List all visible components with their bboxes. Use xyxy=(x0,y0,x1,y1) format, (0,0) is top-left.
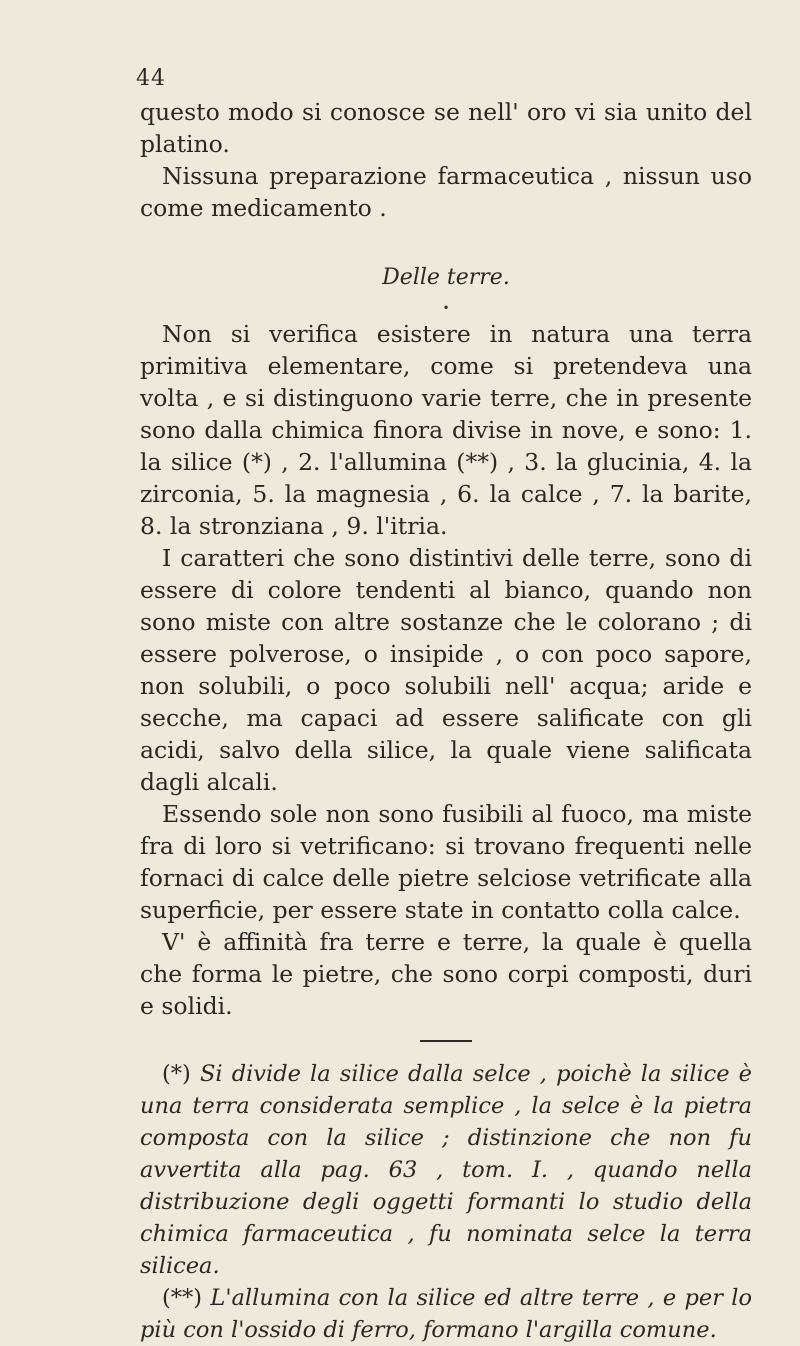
footnote-2-mark: (**) xyxy=(162,1285,203,1311)
paragraph-affinity: V' è affinità fra terre e terre, la quale è quella che forma le pietre, che sono corpi composti, duri e solidi. xyxy=(140,928,752,1020)
footnote-2 xyxy=(140,1282,752,1346)
paragraph-primitive-earth: Non si verifica esistere in natura una terra primitiva elementare, come si pretendeva una volta , e si distinguono varie terre, che in presente sono dalla chimica finora divise in nove, e sono: 1. la silice (*) , 2. l'allumina (**) , 3. la glucinia, 4. la zirconia, 5. la magnesia , 6. la calce , 7. la barite, 8. la stronziana , 9. l'itria. xyxy=(140,320,752,540)
footnote-1 xyxy=(140,1058,752,1282)
page-body xyxy=(140,96,752,1346)
paragraph-fusibility: Essendo sole non sono fusibili al fuoco, ma miste fra di loro si vetrificano: si trovano frequenti nelle fornaci di calce delle pietre selciose vetrificate alla superficie, per essere state in contatto colla calce. xyxy=(140,800,752,924)
footnote-divider xyxy=(420,1040,472,1042)
footnote-1-mark: (*) xyxy=(162,1061,191,1087)
paragraph-characters: I caratteri che sono distintivi delle terre, sono di essere di colore tendenti al bianco, quando non sono miste con altre sostanze che le colorano ; di essere polverose, o insipide , o con poco sapore, non solubili, o poco solubili nell' acqua; aride e secche, ma capaci ad essere salificate con gli acidi, salvo della silice, la quale viene salificata dagli alcali. xyxy=(140,544,752,796)
intro-paragraph: questo modo si conosce se nell' oro vi sia unito del platino. xyxy=(140,98,752,158)
section-heading: Delle terre. xyxy=(382,265,510,290)
page-number: 44 xyxy=(136,66,166,91)
ornament-dot: • xyxy=(442,301,450,315)
footnote-1-text: Si divide la silice dalla selce , poichè la silice è una terra considerata semplice , la selce è la pietra composta con la silice ; distinzione che non fu avvertita alla pag. 63 , tom. I. , quando nella distribuzione degli oggetti formanti lo studio della chimica farmaceutica , fu nominata selce la terra silicea. xyxy=(140,1061,752,1279)
footnote-2-text: L'allumina con la silice ed altre terre , e per lo più con l'ossido di ferro, formano l'argilla comune. xyxy=(140,1285,753,1343)
pharma-paragraph: Nissuna preparazione farmaceutica , nissun uso come medicamento . xyxy=(140,162,752,222)
